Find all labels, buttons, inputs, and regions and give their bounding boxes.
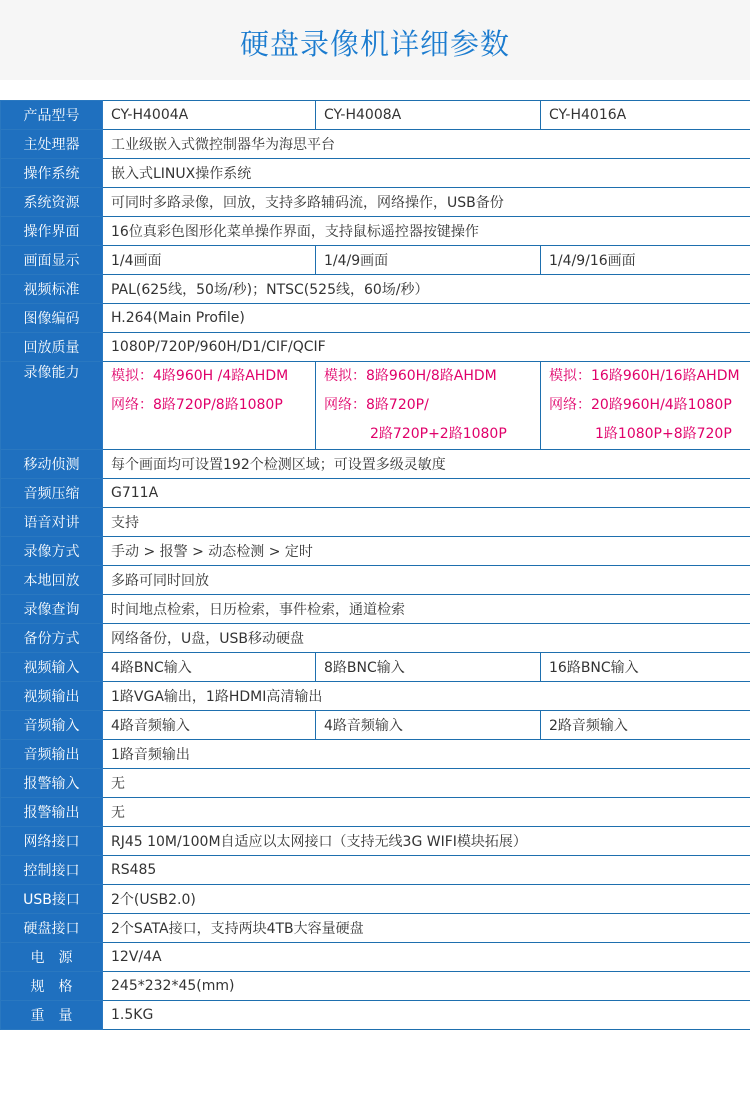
table-row <box>1 479 750 508</box>
table-row <box>1 508 750 537</box>
row-label: 主处理器 <box>1 130 103 159</box>
row-label: 重 量 <box>1 1001 103 1030</box>
table-row <box>1 537 750 566</box>
row-label: 音频输出 <box>1 740 103 769</box>
table-row <box>1 798 750 827</box>
row-value: 嵌入式LINUX操作系统 <box>103 159 750 188</box>
row-label: 视频输入 <box>1 653 103 682</box>
row-value: 4路音频输入 <box>316 711 541 740</box>
table-row <box>1 653 750 682</box>
capability-line: 模拟：8路960H/8路AHDM <box>324 368 497 384</box>
row-value: 2路音频输入 <box>541 711 750 740</box>
table-row <box>1 827 750 856</box>
row-label: 操作界面 <box>1 217 103 246</box>
spec-table <box>0 100 750 1030</box>
table-row <box>1 188 750 217</box>
row-label: 产品型号 <box>1 101 103 130</box>
row-value: RS485 <box>103 856 750 885</box>
row-value: 无 <box>103 769 750 798</box>
capability-line: 模拟：4路960H /4路AHDM <box>111 368 289 384</box>
row-value: 4路BNC输入 <box>103 653 316 682</box>
row-value: CY-H4008A <box>316 101 541 130</box>
row-value-cell <box>316 362 541 450</box>
row-value: 手动 > 报警 > 动态检测 > 定时 <box>103 537 750 566</box>
row-value: 无 <box>103 798 750 827</box>
row-value: 1/4画面 <box>103 246 316 275</box>
row-value: 1路VGA输出，1路HDMI高清输出 <box>103 682 750 711</box>
row-value: 1/4/9/16画面 <box>541 246 750 275</box>
row-label: 回放质量 <box>1 333 103 362</box>
row-value: 网络备份，U盘，USB移动硬盘 <box>103 624 750 653</box>
row-value-cell <box>103 362 316 450</box>
row-label: 操作系统 <box>1 159 103 188</box>
capability-line: 1路1080P+8路720P <box>595 426 732 442</box>
row-value: 12V/4A <box>103 943 750 972</box>
table-row <box>1 740 750 769</box>
row-label: 视频标准 <box>1 275 103 304</box>
table-row <box>1 362 750 450</box>
table-row <box>1 624 750 653</box>
table-row <box>1 682 750 711</box>
row-label: 备份方式 <box>1 624 103 653</box>
row-label: 网络接口 <box>1 827 103 856</box>
table-row <box>1 943 750 972</box>
row-label: 控制接口 <box>1 856 103 885</box>
row-label: 系统资源 <box>1 188 103 217</box>
row-value: PAL(625线，50场/秒)；NTSC(525线，60场/秒） <box>103 275 750 304</box>
row-label: 硬盘接口 <box>1 914 103 943</box>
table-row <box>1 217 750 246</box>
row-label: 音频输入 <box>1 711 103 740</box>
table-row <box>1 566 750 595</box>
row-label: 移动侦测 <box>1 450 103 479</box>
table-row <box>1 450 750 479</box>
table-row <box>1 304 750 333</box>
table-row <box>1 333 750 362</box>
capability-line: 模拟：16路960H/16路AHDM <box>549 368 740 384</box>
table-row <box>1 856 750 885</box>
capability-line: 网络：8路720P/8路1080P <box>111 397 283 413</box>
row-value: 1/4/9画面 <box>316 246 541 275</box>
table-row <box>1 972 750 1001</box>
table-row <box>1 130 750 159</box>
row-label: 录像方式 <box>1 537 103 566</box>
page-title: 硬盘录像机详细参数 <box>239 27 510 61</box>
page-header <box>0 0 750 80</box>
table-row <box>1 711 750 740</box>
row-value-cell <box>541 362 750 450</box>
table-row <box>1 159 750 188</box>
row-value: 多路可同时回放 <box>103 566 750 595</box>
table-row <box>1 914 750 943</box>
row-value: 16路BNC输入 <box>541 653 750 682</box>
table-row <box>1 246 750 275</box>
row-value: 每个画面均可设置192个检测区域；可设置多级灵敏度 <box>103 450 750 479</box>
row-value: 4路音频输入 <box>103 711 316 740</box>
row-label: 语音对讲 <box>1 508 103 537</box>
row-value: 1080P/720P/960H/D1/CIF/QCIF <box>103 333 750 362</box>
row-label: 报警输入 <box>1 769 103 798</box>
capability-line: 网络：8路720P/ <box>324 397 429 413</box>
row-value: 时间地点检索，日历检索，事件检索，通道检索 <box>103 595 750 624</box>
row-label: 规 格 <box>1 972 103 1001</box>
row-value: 8路BNC输入 <box>316 653 541 682</box>
row-value: 2个SATA接口，支持两块4TB大容量硬盘 <box>103 914 750 943</box>
row-label: 画面显示 <box>1 246 103 275</box>
table-row <box>1 595 750 624</box>
row-label: 录像能力 <box>1 362 103 450</box>
row-value: 2个(USB2.0) <box>103 885 750 914</box>
table-row <box>1 1001 750 1030</box>
row-value: CY-H4004A <box>103 101 316 130</box>
row-value: 1.5KG <box>103 1001 750 1030</box>
row-label: 录像查询 <box>1 595 103 624</box>
table-row <box>1 885 750 914</box>
capability-line: 2路720P+2路1080P <box>370 426 507 442</box>
row-value: 可同时多路录像，回放，支持多路辅码流，网络操作，USB备份 <box>103 188 750 217</box>
row-label: 电 源 <box>1 943 103 972</box>
row-value: CY-H4016A <box>541 101 750 130</box>
row-value: G711A <box>103 479 750 508</box>
row-value: H.264(Main Profile) <box>103 304 750 333</box>
row-value: RJ45 10M/100M自适应以太网接口（支持无线3G WIFI模块拓展） <box>103 827 750 856</box>
capability-line: 网络：20路960H/4路1080P <box>549 397 732 413</box>
row-label: 本地回放 <box>1 566 103 595</box>
table-row <box>1 769 750 798</box>
table-row <box>1 101 750 130</box>
row-label: 图像编码 <box>1 304 103 333</box>
row-label: 报警输出 <box>1 798 103 827</box>
row-value: 16位真彩色图形化菜单操作界面，支持鼠标遥控器按键操作 <box>103 217 750 246</box>
row-value: 支持 <box>103 508 750 537</box>
row-value: 1路音频输出 <box>103 740 750 769</box>
row-value: 工业级嵌入式微控制器华为海思平台 <box>103 130 750 159</box>
row-label: 视频输出 <box>1 682 103 711</box>
row-value: 245*232*45(mm) <box>103 972 750 1001</box>
row-label: USB接口 <box>1 885 103 914</box>
table-row <box>1 275 750 304</box>
row-label: 音频压缩 <box>1 479 103 508</box>
